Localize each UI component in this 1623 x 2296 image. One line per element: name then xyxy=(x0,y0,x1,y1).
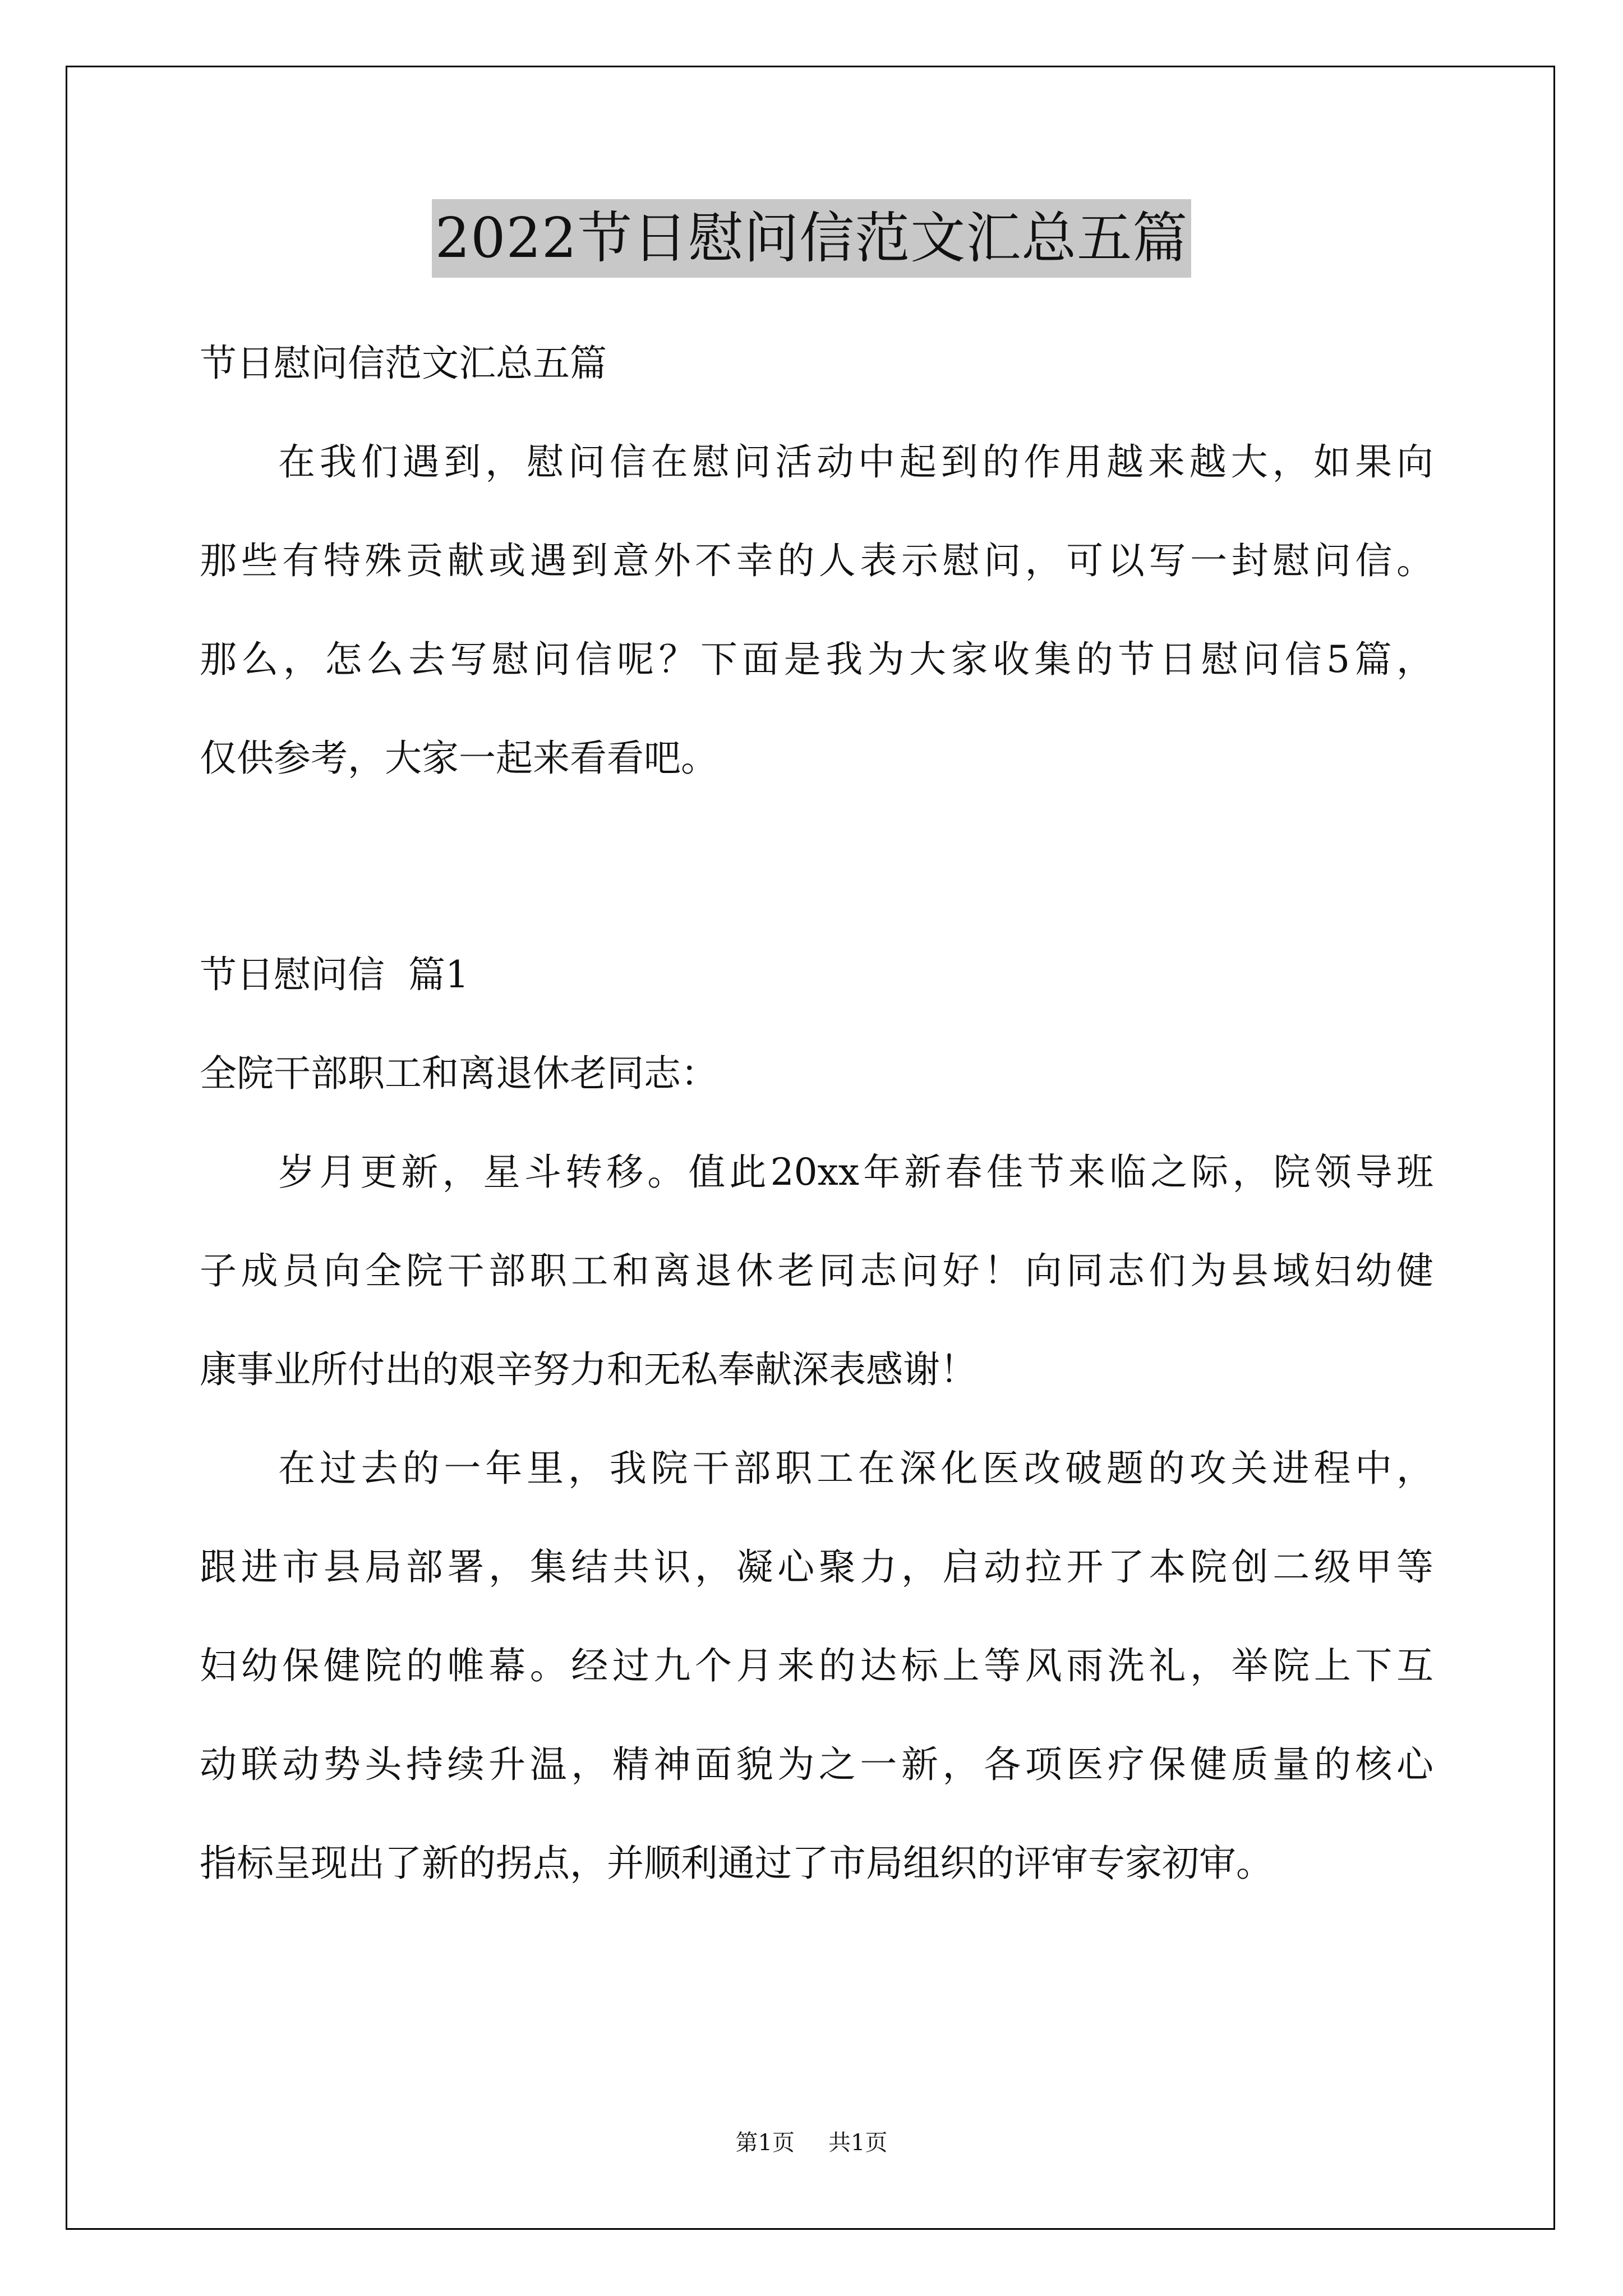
page-footer xyxy=(0,2126,1623,2160)
section-heading: 节日慰问信 篇1 xyxy=(200,953,469,996)
paragraph2-line: 跟进市县局部署，集结共识，凝心聚力，启动拉开了本院创二级甲等 xyxy=(200,1545,1433,1589)
page-total: 共1页 xyxy=(828,2130,888,2156)
paragraph1-line: 子成员向全院干部职工和离退休老同志问好！向同志们为县域妇幼健 xyxy=(200,1249,1433,1292)
intro-line: 在我们遇到，慰问信在慰问活动中起到的作用越来越大，如果向 xyxy=(278,440,1433,484)
document-body xyxy=(200,314,1433,1913)
paragraph1-line: 岁月更新，星斗转移。值此20xx年新春佳节来临之际，院领导班 xyxy=(278,1151,1433,1194)
paragraph2-line: 妇幼保健院的帷幕。经过九个月来的达标上等风雨洗礼，举院上下互 xyxy=(200,1644,1433,1687)
intro-line: 仅供参考，大家一起来看看吧。 xyxy=(200,737,718,780)
paragraph2-line: 动联动势头持续升温，精神面貌为之一新，各项医疗保健质量的核心 xyxy=(200,1743,1433,1786)
title-container xyxy=(0,199,1623,278)
document-subtitle: 节日慰问信范文汇总五篇 xyxy=(200,342,607,385)
page-number: 第1页 xyxy=(735,2130,795,2156)
intro-line: 那些有特殊贡献或遇到意外不幸的人表示慰问，可以写一封慰问信。 xyxy=(200,539,1433,582)
paragraph1-line: 康事业所付出的艰辛努力和无私奉献深表感谢！ xyxy=(200,1348,977,1391)
section-gap xyxy=(200,808,1433,926)
paragraph2-line: 指标呈现出了新的拐点，并顺利通过了市局组织的评审专家初审。 xyxy=(200,1842,1273,1885)
document-title: 2022节日慰问信范文汇总五篇 xyxy=(432,199,1191,278)
salutation: 全院干部职工和离退休老同志： xyxy=(200,1052,718,1095)
paragraph2-line: 在过去的一年里，我院干部职工在深化医改破题的攻关进程中， xyxy=(278,1447,1433,1490)
intro-line: 那么，怎么去写慰问信呢？下面是我为大家收集的节日慰问信5篇， xyxy=(200,638,1433,681)
